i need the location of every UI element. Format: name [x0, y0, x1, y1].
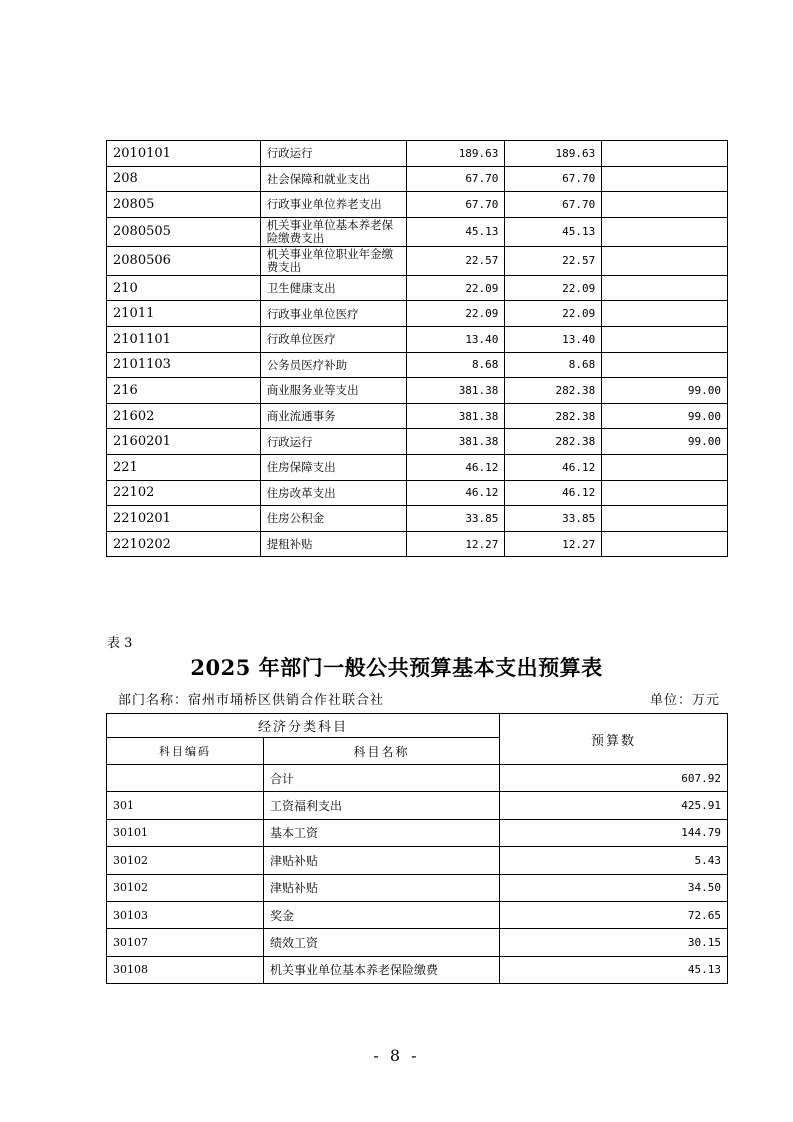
- table-row: [107, 929, 728, 956]
- budget-table-continued: [106, 140, 728, 557]
- project-amount: [602, 506, 728, 532]
- project-amount: [602, 275, 728, 301]
- table-title: 2025 年部门一般公共预算基本支出预算表: [190, 655, 603, 680]
- project-amount: [602, 192, 728, 218]
- basic-amount: 282.38: [505, 378, 602, 404]
- total-amount: 8.68: [406, 352, 505, 378]
- subject-code: 216: [107, 378, 261, 404]
- total-amount: 13.40: [406, 326, 505, 352]
- table-row: [107, 531, 728, 557]
- basic-amount: 8.68: [505, 352, 602, 378]
- basic-amount: 46.12: [505, 480, 602, 506]
- subject-name: 机关事业单位职业年金缴费支出: [260, 246, 406, 275]
- subject-name: 住房改革支出: [260, 480, 406, 506]
- project-amount: [602, 480, 728, 506]
- budget-amount: 607.92: [500, 765, 728, 792]
- subject-name: 合计: [264, 765, 500, 792]
- total-amount: 189.63: [406, 141, 505, 167]
- subject-code: 22102: [107, 480, 261, 506]
- subject-code: 30107: [107, 929, 264, 956]
- subject-name: 社会保障和就业支出: [260, 166, 406, 192]
- subject-name: 行政单位医疗: [260, 326, 406, 352]
- subject-code: 2160201: [107, 429, 261, 455]
- table-row: [107, 429, 728, 455]
- table-row: [107, 765, 728, 792]
- budget-amount: 5.43: [500, 847, 728, 874]
- budget-amount: 45.13: [500, 956, 728, 983]
- subject-code: 2210201: [107, 506, 261, 532]
- table-row: [107, 301, 728, 327]
- table-row: [107, 246, 728, 275]
- subject-name: 机关事业单位基本养老保险缴费支出: [260, 217, 406, 246]
- basic-amount: 46.12: [505, 454, 602, 480]
- subject-name: 行政运行: [260, 429, 406, 455]
- subject-code: 210: [107, 275, 261, 301]
- basic-amount: 33.85: [505, 506, 602, 532]
- basic-amount: 67.70: [505, 192, 602, 218]
- subject-code: [107, 765, 264, 792]
- header-budget-amount: 预算数: [500, 714, 728, 765]
- project-amount: [602, 454, 728, 480]
- subject-code: 21011: [107, 301, 261, 327]
- table-row: [107, 217, 728, 246]
- subject-name: 奖金: [264, 901, 500, 928]
- total-amount: 381.38: [406, 403, 505, 429]
- table-row: [107, 792, 728, 819]
- basic-amount: 22.09: [505, 275, 602, 301]
- basic-amount: 67.70: [505, 166, 602, 192]
- basic-amount: 282.38: [505, 403, 602, 429]
- project-amount: [602, 141, 728, 167]
- project-amount: [602, 326, 728, 352]
- total-amount: 381.38: [406, 378, 505, 404]
- table-label: 表 3: [107, 636, 133, 651]
- project-amount: [602, 166, 728, 192]
- total-amount: 22.09: [406, 301, 505, 327]
- project-amount: [602, 217, 728, 246]
- header-economic-class: 经济分类科目: [107, 714, 500, 738]
- budget-amount: 34.50: [500, 874, 728, 901]
- project-amount: 99.00: [602, 429, 728, 455]
- subject-name: 住房公积金: [260, 506, 406, 532]
- subject-code: 208: [107, 166, 261, 192]
- subject-code: 221: [107, 454, 261, 480]
- header-subject-name: 科目名称: [264, 738, 500, 765]
- table-row: [107, 901, 728, 928]
- total-amount: 12.27: [406, 531, 505, 557]
- subject-name: 基本工资: [264, 819, 500, 846]
- project-amount: [602, 301, 728, 327]
- table-row: [107, 874, 728, 901]
- basic-amount: 22.57: [505, 246, 602, 275]
- table-row: [107, 275, 728, 301]
- subject-name: 公务员医疗补助: [260, 352, 406, 378]
- table-row: [107, 166, 728, 192]
- table-row: [107, 847, 728, 874]
- subject-name: 商业服务业等支出: [260, 378, 406, 404]
- total-amount: 67.70: [406, 192, 505, 218]
- total-amount: 67.70: [406, 166, 505, 192]
- subject-code: 30103: [107, 901, 264, 928]
- unit-label: 单位：万元: [649, 693, 720, 708]
- basic-amount: 282.38: [505, 429, 602, 455]
- table-row: [107, 141, 728, 167]
- total-amount: 22.09: [406, 275, 505, 301]
- total-amount: 46.12: [406, 480, 505, 506]
- budget-amount: 425.91: [500, 792, 728, 819]
- subject-name: 机关事业单位基本养老保险缴费: [264, 956, 500, 983]
- table-row: [107, 192, 728, 218]
- budget-amount: 72.65: [500, 901, 728, 928]
- header-subject-code: 科目编码: [107, 738, 264, 765]
- subject-name: 行政事业单位养老支出: [260, 192, 406, 218]
- subject-name: 住房保障支出: [260, 454, 406, 480]
- subject-name: 津贴补贴: [264, 847, 500, 874]
- subject-code: 2101101: [107, 326, 261, 352]
- subject-name: 提租补贴: [260, 531, 406, 557]
- header-row-1: [107, 714, 728, 738]
- basic-expenditure-table: [106, 713, 728, 984]
- basic-amount: 22.09: [505, 301, 602, 327]
- total-amount: 46.12: [406, 454, 505, 480]
- subject-code: 2080506: [107, 246, 261, 275]
- budget-amount: 144.79: [500, 819, 728, 846]
- budget-amount: 30.15: [500, 929, 728, 956]
- basic-amount: 45.13: [505, 217, 602, 246]
- table-row: [107, 403, 728, 429]
- page-number: - 8 -: [373, 1046, 420, 1065]
- project-amount: [602, 246, 728, 275]
- table-row: [107, 352, 728, 378]
- table-row: [107, 956, 728, 983]
- project-amount: 99.00: [602, 378, 728, 404]
- subject-code: 30108: [107, 956, 264, 983]
- table-row: [107, 506, 728, 532]
- subject-name: 绩效工资: [264, 929, 500, 956]
- table-row: [107, 326, 728, 352]
- department-name: 部门名称：宿州市埇桥区供销合作社联合社: [118, 693, 385, 708]
- total-amount: 381.38: [406, 429, 505, 455]
- basic-amount: 12.27: [505, 531, 602, 557]
- subject-name: 商业流通事务: [260, 403, 406, 429]
- table-row: [107, 819, 728, 846]
- subject-name: 工资福利支出: [264, 792, 500, 819]
- subject-name: 津贴补贴: [264, 874, 500, 901]
- basic-amount: 13.40: [505, 326, 602, 352]
- subject-code: 30101: [107, 819, 264, 846]
- subject-code: 2080505: [107, 217, 261, 246]
- total-amount: 22.57: [406, 246, 505, 275]
- subject-code: 2010101: [107, 141, 261, 167]
- total-amount: 33.85: [406, 506, 505, 532]
- subject-code: 2101103: [107, 352, 261, 378]
- project-amount: [602, 531, 728, 557]
- subject-name: 行政事业单位医疗: [260, 301, 406, 327]
- subject-code: 20805: [107, 192, 261, 218]
- table-row: [107, 480, 728, 506]
- subject-code: 2210202: [107, 531, 261, 557]
- subject-code: 30102: [107, 874, 264, 901]
- total-amount: 45.13: [406, 217, 505, 246]
- project-amount: [602, 352, 728, 378]
- subject-name: 卫生健康支出: [260, 275, 406, 301]
- table-row: [107, 378, 728, 404]
- project-amount: 99.00: [602, 403, 728, 429]
- subject-code: 21602: [107, 403, 261, 429]
- table-row: [107, 454, 728, 480]
- subject-code: 301: [107, 792, 264, 819]
- basic-amount: 189.63: [505, 141, 602, 167]
- subject-code: 30102: [107, 847, 264, 874]
- subject-name: 行政运行: [260, 141, 406, 167]
